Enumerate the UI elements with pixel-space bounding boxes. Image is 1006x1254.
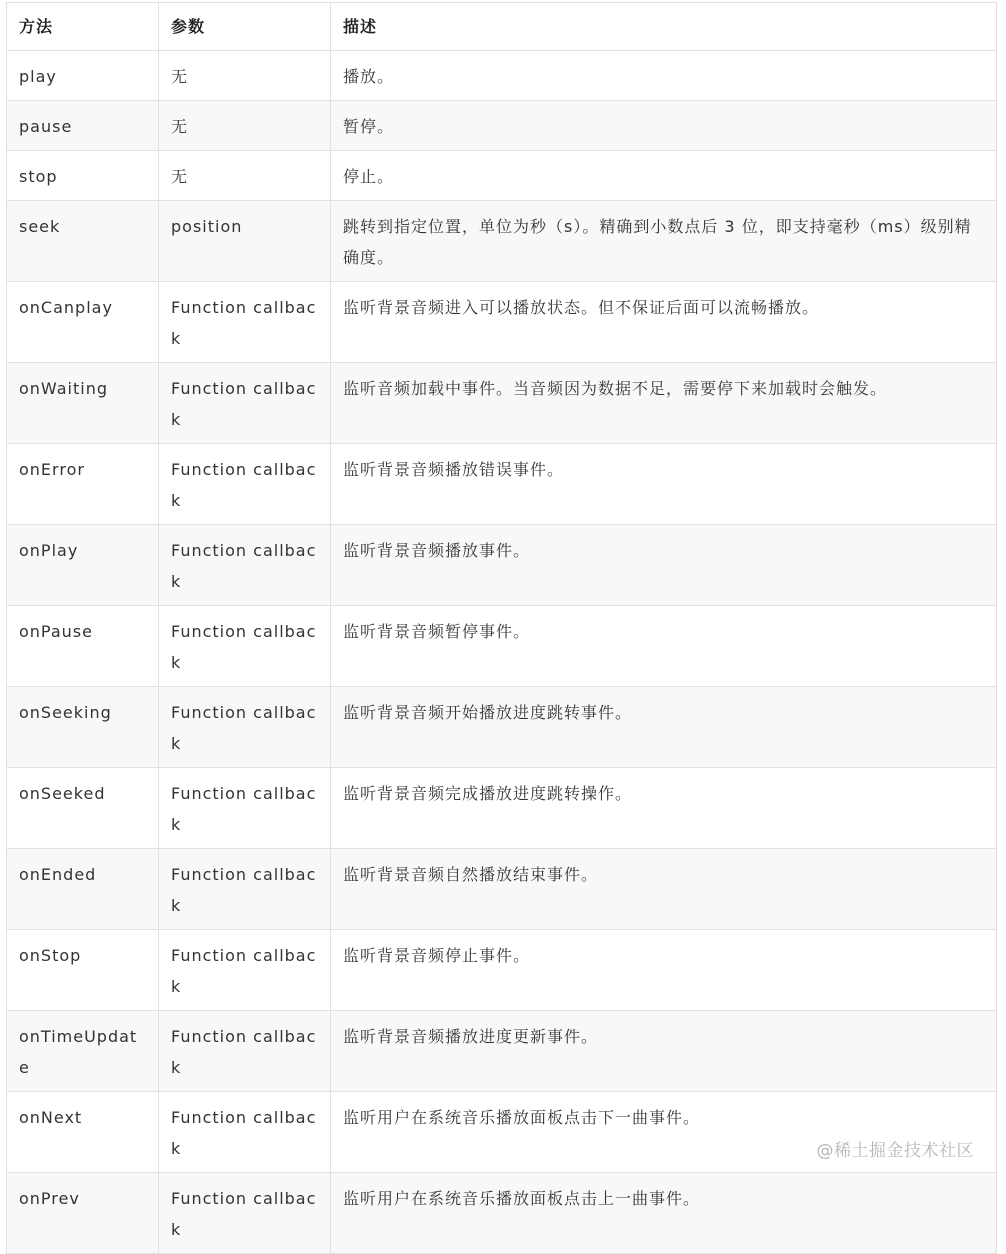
table-row (7, 201, 997, 282)
method-cell: pause (7, 101, 159, 151)
table-row (7, 51, 997, 101)
table-row (7, 525, 997, 606)
desc-cell: 监听背景音频停止事件。 (331, 930, 997, 1011)
table-row (7, 930, 997, 1011)
desc-cell: 停止。 (331, 151, 997, 201)
param-cell: 无 (159, 101, 331, 151)
desc-cell: 监听用户在系统音乐播放面板点击下一曲事件。 (331, 1092, 997, 1173)
desc-cell: 暂停。 (331, 101, 997, 151)
table-row (7, 101, 997, 151)
table-row (7, 768, 997, 849)
method-cell: onCanplay (7, 282, 159, 363)
table-row (7, 444, 997, 525)
api-method-table (6, 2, 997, 1254)
param-cell: Function callback (159, 1092, 331, 1173)
method-cell: onPlay (7, 525, 159, 606)
desc-cell: 监听背景音频播放事件。 (331, 525, 997, 606)
desc-cell: 监听音频加载中事件。当音频因为数据不足，需要停下来加载时会触发。 (331, 363, 997, 444)
method-cell: seek (7, 201, 159, 282)
method-cell: onPrev (7, 1173, 159, 1254)
param-cell: Function callback (159, 525, 331, 606)
table-row (7, 1173, 997, 1254)
watermark: @稀土掘金技术社区 (816, 1141, 974, 1161)
param-cell: Function callback (159, 687, 331, 768)
desc-cell: 监听背景音频开始播放进度跳转事件。 (331, 687, 997, 768)
desc-cell: 监听用户在系统音乐播放面板点击上一曲事件。 (331, 1173, 997, 1254)
desc-cell: 监听背景音频播放错误事件。 (331, 444, 997, 525)
header-method: 方法 (7, 3, 159, 51)
param-cell: Function callback (159, 930, 331, 1011)
param-cell: Function callback (159, 363, 331, 444)
method-cell: onError (7, 444, 159, 525)
param-cell: Function callback (159, 1173, 331, 1254)
method-cell: onSeeking (7, 687, 159, 768)
table-row (7, 282, 997, 363)
table-row (7, 687, 997, 768)
method-cell: onWaiting (7, 363, 159, 444)
header-param: 参数 (159, 3, 331, 51)
desc-cell: 跳转到指定位置，单位为秒（s）。精确到小数点后 3 位，即支持毫秒（ms）级别精确度。 (331, 201, 997, 282)
method-cell: onStop (7, 930, 159, 1011)
table-row (7, 363, 997, 444)
method-cell: onSeeked (7, 768, 159, 849)
table-row (7, 1011, 997, 1092)
method-cell: stop (7, 151, 159, 201)
table-row (7, 151, 997, 201)
param-cell: position (159, 201, 331, 282)
table-row (7, 849, 997, 930)
table-row (7, 606, 997, 687)
param-cell: Function callback (159, 849, 331, 930)
desc-cell: 监听背景音频进入可以播放状态。但不保证后面可以流畅播放。 (331, 282, 997, 363)
header-desc: 描述 (331, 3, 997, 51)
desc-cell: 监听背景音频自然播放结束事件。 (331, 849, 997, 930)
desc-cell: 监听背景音频暂停事件。 (331, 606, 997, 687)
desc-cell: 监听背景音频播放进度更新事件。 (331, 1011, 997, 1092)
param-cell: 无 (159, 151, 331, 201)
method-cell: onEnded (7, 849, 159, 930)
param-cell: Function callback (159, 606, 331, 687)
param-cell: 无 (159, 51, 331, 101)
param-cell: Function callback (159, 1011, 331, 1092)
method-cell: onTimeUpdate (7, 1011, 159, 1092)
param-cell: Function callback (159, 444, 331, 525)
method-cell: onNext (7, 1092, 159, 1173)
param-cell: Function callback (159, 282, 331, 363)
table-header-row (7, 3, 997, 51)
method-cell: play (7, 51, 159, 101)
desc-cell: 播放。 (331, 51, 997, 101)
method-cell: onPause (7, 606, 159, 687)
desc-cell: 监听背景音频完成播放进度跳转操作。 (331, 768, 997, 849)
param-cell: Function callback (159, 768, 331, 849)
